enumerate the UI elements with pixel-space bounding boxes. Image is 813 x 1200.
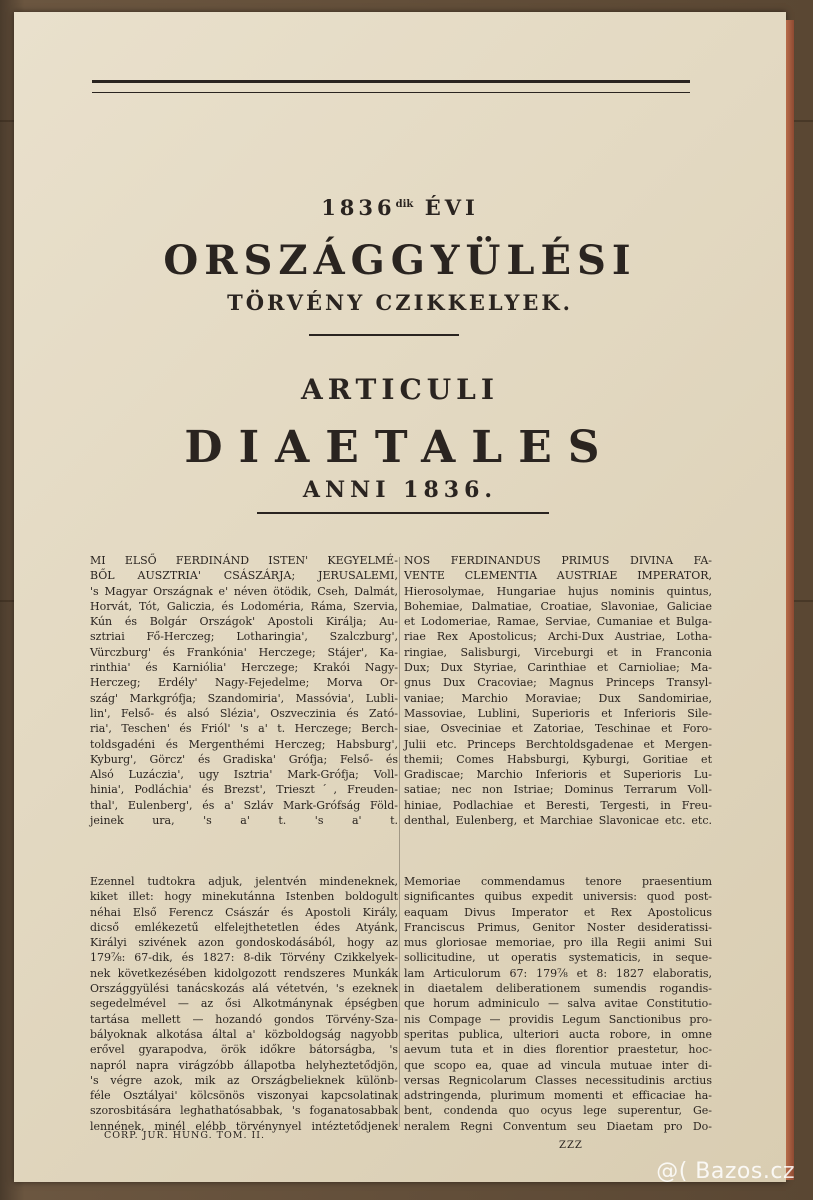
text-line: MI ELSŐ FERDINÁND ISTEN' KEGYELMÉ- bbox=[90, 554, 398, 567]
text-line: siae, Osveciniae et Zatoriae, Teschinae et Foro- bbox=[404, 722, 712, 736]
text-line: Ezennel tudtokra adjuk, jelentvén mindeneknek, bbox=[90, 875, 398, 888]
text-line: speritas publica, ulteriori aucta robore, in omne bbox=[404, 1027, 712, 1041]
text-line: tartása mellett — hozandó gondos Törvény-Sza- bbox=[90, 1012, 398, 1026]
text-line: ringiae, Salisburgi, Virceburgi et in Franconia bbox=[404, 645, 712, 659]
footer-signature-left: CORP. JUR. HUNG. TOM. II. bbox=[104, 1130, 266, 1141]
document-page bbox=[14, 12, 786, 1182]
text-line: vaniae; Marchio Moraviae; Dux Sandomiriae, bbox=[404, 691, 712, 705]
column-divider bbox=[399, 557, 400, 1127]
text-line: szorosbitására leghathatósabbak, 's foganatosabbak bbox=[90, 1104, 398, 1118]
text-line: jeinek ura, 's a' t. 's a' t. bbox=[90, 814, 398, 828]
text-line: segedelmével — az ősi Alkotmánynak épségben bbox=[90, 997, 398, 1011]
year-heading bbox=[14, 195, 786, 220]
text-line: lam Articulorum 67: 179⅞ et 8: 1827 elaboratis, bbox=[404, 966, 712, 980]
year-suffix: dik bbox=[395, 199, 414, 210]
text-line: riae Rex Apostolicus; Archi-Dux Austriae, Lotha- bbox=[404, 630, 712, 644]
title-latin-1: ARTICULI bbox=[301, 373, 499, 406]
text-line: Julii etc. Princeps Berchtoldsgadenae et Mergen- bbox=[404, 737, 712, 751]
footer-signature-right: ZZZ bbox=[559, 1140, 583, 1151]
text-line: lennének, minél elébb törvénynyel intéztetődjenek bbox=[90, 1119, 398, 1133]
text-line: sollicitudine, ut operatis systematicis, in seque- bbox=[404, 951, 712, 965]
top-rule bbox=[92, 80, 690, 83]
text-line: denthal, Eulenberg, et Marchiae Slavonicae etc. etc. bbox=[404, 814, 712, 828]
text-line: Dux; Dux Styriae, Carinthiae et Carnioliae; Ma- bbox=[404, 661, 712, 675]
text-line: bent, condenda quo ocyus lege superentur, Ge- bbox=[404, 1104, 712, 1118]
text-line: versas Regnicolarum Classes necessitudinis arctius bbox=[404, 1073, 712, 1087]
text-line: sztriai Fő-Herczeg; Lotharingia', Szalczburg', bbox=[90, 630, 398, 644]
text-line: napról napra virágzóbb állapotba helyheztetődjön, bbox=[90, 1058, 398, 1072]
title-latin-3: ANNI 1836. bbox=[302, 477, 498, 503]
text-line: que scopo ea, quae ad vincula mutuae inter di- bbox=[404, 1058, 712, 1072]
separator-rule bbox=[309, 334, 459, 336]
text-line: Kún és Bolgár Országok' Apostoli Királja; Au- bbox=[90, 615, 398, 629]
top-rule-thin bbox=[92, 92, 690, 93]
text-line: Vürczburg' és Frankónia' Herczege; Stájer', Ka- bbox=[90, 645, 398, 659]
text-line: nek következésében kidolgozott rendszeres Munkák bbox=[90, 966, 398, 980]
hungarian-body-paragraph bbox=[90, 874, 398, 1134]
text-line: aevum tuta et in dies florentior praestetur, hoc- bbox=[404, 1043, 712, 1057]
page-edge bbox=[786, 20, 794, 1180]
text-line: dicső emlékezetű elfelejthetetlen édes Atyánk, bbox=[90, 920, 398, 934]
text-line: Franciscus Primus, Genitor Noster desideratissi- bbox=[404, 920, 712, 934]
text-line: eaquam Divus Imperator et Rex Apostolicus bbox=[404, 905, 712, 919]
text-line: rinthia' és Karniólia' Herczege; Krakói Nagy- bbox=[90, 661, 398, 675]
title-hungarian-sub: TÖRVÉNY CZIKKELYEK. bbox=[227, 290, 573, 315]
hungarian-title-paragraph bbox=[90, 553, 398, 828]
text-line: 179⅞: 67-dik, és 1827: 8-dik Törvény Czikkelyek- bbox=[90, 951, 398, 965]
text-line: Országgyülési tanácskozás alá vétetvén, 's ezeknek bbox=[90, 982, 398, 996]
text-line: néhai Első Ferencz Császár és Apostoli Király, bbox=[90, 905, 398, 919]
text-line: Bohemiae, Dalmatiae, Croatiae, Slavoniae, Galiciae bbox=[404, 599, 712, 613]
text-line: toldsgadéni és Mergenthémi Herczeg; Habsburg', bbox=[90, 737, 398, 751]
text-line: Alsó Luzáczia', ugy Isztria' Mark-Grófja; Voll- bbox=[90, 768, 398, 782]
text-line: ria', Teschen' és Friól' 's a' t. Herczege; Berch- bbox=[90, 722, 398, 736]
text-line: in diaetalem deliberationem sumendis rogandis- bbox=[404, 982, 712, 996]
text-line: que horum adminiculo — salva avitae Constitutio- bbox=[404, 997, 712, 1011]
text-line: NOS FERDINANDUS PRIMUS DIVINA FA- bbox=[404, 554, 712, 567]
year-word: ÉVI bbox=[424, 195, 479, 220]
text-line: bályoknak alkotása által a' közboldogság nagyobb bbox=[90, 1027, 398, 1041]
title-latin-2: DIAETALES bbox=[184, 422, 616, 473]
text-line: Királyi szivének azon gondoskodásából, hogy az bbox=[90, 936, 398, 950]
text-line: Hierosolymae, Hungariae hujus nominis quintus, bbox=[404, 584, 712, 598]
text-line: gnus Dux Cracoviae; Magnus Princeps Transyl- bbox=[404, 676, 712, 690]
text-line: BŐL AUSZTRIA' CSÁSZÁRJA; JERUSALEMI, bbox=[90, 569, 398, 583]
text-line: neralem Regni Conventum seu Diaetam pro Do- bbox=[404, 1119, 712, 1133]
text-line: VENTE CLEMENTIA AUSTRIAE IMPERATOR, bbox=[404, 569, 712, 583]
latin-title-paragraph bbox=[404, 553, 712, 828]
text-line: satiae; nec non Istriae; Dominus Terrarum Voll- bbox=[404, 783, 712, 797]
text-line: et Lodomeriae, Ramae, Serviae, Cumaniae et Bulga- bbox=[404, 615, 712, 629]
text-line: Horvát, Tót, Galiczia, és Lodoméria, Ráma, Szervia, bbox=[90, 599, 398, 613]
text-line: 's Magyar Országnak e' néven ötödik, Cseh, Dalmát, bbox=[90, 584, 398, 598]
text-line: significantes quibus expedit universis: quod post- bbox=[404, 890, 712, 904]
text-line: Herczeg; Erdély' Nagy-Fejedelme; Morva Or- bbox=[90, 676, 398, 690]
text-line: szág' Markgrófja; Szandomiria', Massóvia', Lubli- bbox=[90, 691, 398, 705]
text-line: 's végre azok, mik az Országbelieknek különb- bbox=[90, 1073, 398, 1087]
text-line: Gradiscae; Marchio Inferioris et Superioris Lu- bbox=[404, 768, 712, 782]
text-line: hinia', Podláchia' és Brezst', Triesztˊ, Freuden- bbox=[90, 783, 398, 797]
text-line: adstringenda, plurimum momenti et efficaciae ha- bbox=[404, 1089, 712, 1103]
text-line: Memoriae commendamus tenore praesentium bbox=[404, 875, 712, 888]
separator-rule bbox=[257, 512, 549, 514]
text-line: nis Compage — providis Legum Sanctionibus pro- bbox=[404, 1012, 712, 1026]
watermark-text: @( Bazos.cz bbox=[656, 1159, 795, 1184]
text-line: kiket illet: hogy minekutánna Istenben boldogult bbox=[90, 890, 398, 904]
text-line: Massoviae, Lublini, Superioris et Inferioris Sile- bbox=[404, 706, 712, 720]
text-line: Kyburg', Görcz' és Gradiska' Grófja; Felső- és bbox=[90, 752, 398, 766]
title-hungarian-main: ORSZÁGGYÜLÉSI bbox=[163, 237, 637, 284]
latin-body-paragraph bbox=[404, 874, 712, 1134]
text-line: féle Osztályai' kölcsönös viszonyai kapcsolatinak bbox=[90, 1089, 398, 1103]
year-number: 1836 bbox=[321, 195, 396, 220]
text-line: themii; Comes Habsburgi, Kyburgi, Goritiae et bbox=[404, 752, 712, 766]
text-line: mus gloriosae memoriae, pro illa Regii animi Sui bbox=[404, 936, 712, 950]
text-line: erővel gyarapodva, örök időkre bátorságba, 's bbox=[90, 1043, 398, 1057]
text-line: lin', Felső- és alsó Slézia', Oszveczinia és Zató- bbox=[90, 706, 398, 720]
text-line: thal', Eulenberg', és a' Szláv Mark-Grófság Föld- bbox=[90, 798, 398, 812]
text-line: hiniae, Podlachiae et Beresti, Tergesti, in Freu- bbox=[404, 798, 712, 812]
